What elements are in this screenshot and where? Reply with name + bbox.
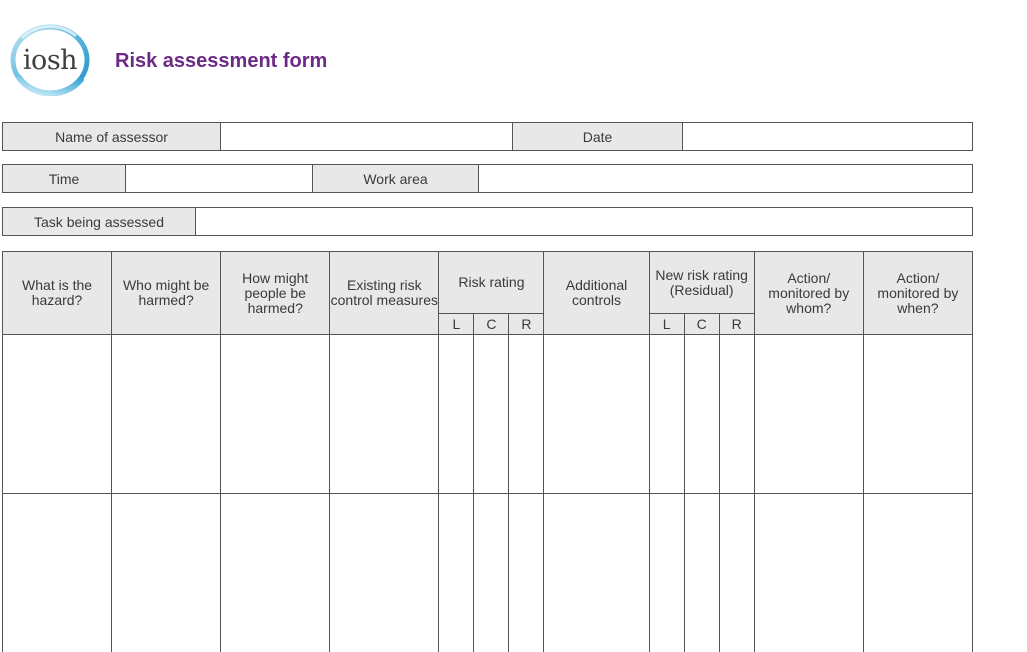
header-additional-controls: Additional controls bbox=[544, 252, 649, 335]
table-cell[interactable] bbox=[221, 335, 330, 494]
table-cell[interactable] bbox=[863, 335, 972, 494]
table-cell[interactable] bbox=[719, 335, 754, 494]
table-cell[interactable] bbox=[544, 335, 649, 494]
table-cell[interactable] bbox=[221, 494, 330, 652]
table-cell[interactable] bbox=[474, 335, 509, 494]
page-title: Risk assessment form bbox=[115, 50, 328, 72]
table-row bbox=[3, 335, 973, 494]
header-risk-rating: Risk rating bbox=[439, 252, 544, 314]
table-cell[interactable] bbox=[474, 494, 509, 652]
table-cell[interactable] bbox=[863, 494, 972, 652]
header-hazard: What is the hazard? bbox=[3, 252, 112, 335]
assessor-date-row bbox=[2, 122, 973, 151]
header-existing-controls: Existing risk control measures bbox=[330, 252, 439, 335]
table-row bbox=[3, 494, 973, 652]
header-action-when: Action/ monitored by when? bbox=[863, 252, 972, 335]
task-field[interactable] bbox=[196, 208, 972, 235]
time-field[interactable] bbox=[126, 165, 313, 192]
table-cell[interactable] bbox=[684, 494, 719, 652]
table-cell[interactable] bbox=[330, 494, 439, 652]
header-risk-c: C bbox=[474, 314, 509, 335]
date-field[interactable] bbox=[683, 123, 972, 150]
table-cell[interactable] bbox=[330, 335, 439, 494]
table-cell[interactable] bbox=[3, 335, 112, 494]
name-of-assessor-field[interactable] bbox=[221, 123, 513, 150]
task-label: Task being assessed bbox=[3, 208, 196, 235]
work-area-label: Work area bbox=[313, 165, 479, 192]
date-label: Date bbox=[513, 123, 683, 150]
table-cell[interactable] bbox=[649, 335, 684, 494]
table-cell[interactable] bbox=[112, 494, 221, 652]
header-new-risk-r: R bbox=[719, 314, 754, 335]
header-who-harmed: Who might be harmed? bbox=[112, 252, 221, 335]
table-cell[interactable] bbox=[719, 494, 754, 652]
table-cell[interactable] bbox=[649, 494, 684, 652]
table-cell[interactable] bbox=[509, 335, 544, 494]
table-cell[interactable] bbox=[754, 494, 863, 652]
risk-table bbox=[2, 251, 973, 652]
header-action-whom: Action/ monitored by whom? bbox=[754, 252, 863, 335]
work-area-field[interactable] bbox=[479, 165, 972, 192]
table-cell[interactable] bbox=[509, 494, 544, 652]
logo-text: iosh bbox=[22, 44, 78, 76]
table-cell[interactable] bbox=[112, 335, 221, 494]
iosh-logo bbox=[10, 24, 90, 96]
header-new-risk-rating: New risk rating (Residual) bbox=[649, 252, 754, 314]
header-risk-r: R bbox=[509, 314, 544, 335]
header-risk-l: L bbox=[439, 314, 474, 335]
table-cell[interactable] bbox=[439, 494, 474, 652]
time-label: Time bbox=[3, 165, 126, 192]
time-workarea-row bbox=[2, 164, 973, 193]
table-cell[interactable] bbox=[754, 335, 863, 494]
table-cell[interactable] bbox=[3, 494, 112, 652]
name-of-assessor-label: Name of assessor bbox=[3, 123, 221, 150]
table-cell[interactable] bbox=[684, 335, 719, 494]
task-row bbox=[2, 207, 973, 236]
table-cell[interactable] bbox=[544, 494, 649, 652]
header-new-risk-l: L bbox=[649, 314, 684, 335]
header-new-risk-c: C bbox=[684, 314, 719, 335]
header-how-harmed: How might people be harmed? bbox=[221, 252, 330, 335]
table-cell[interactable] bbox=[439, 335, 474, 494]
